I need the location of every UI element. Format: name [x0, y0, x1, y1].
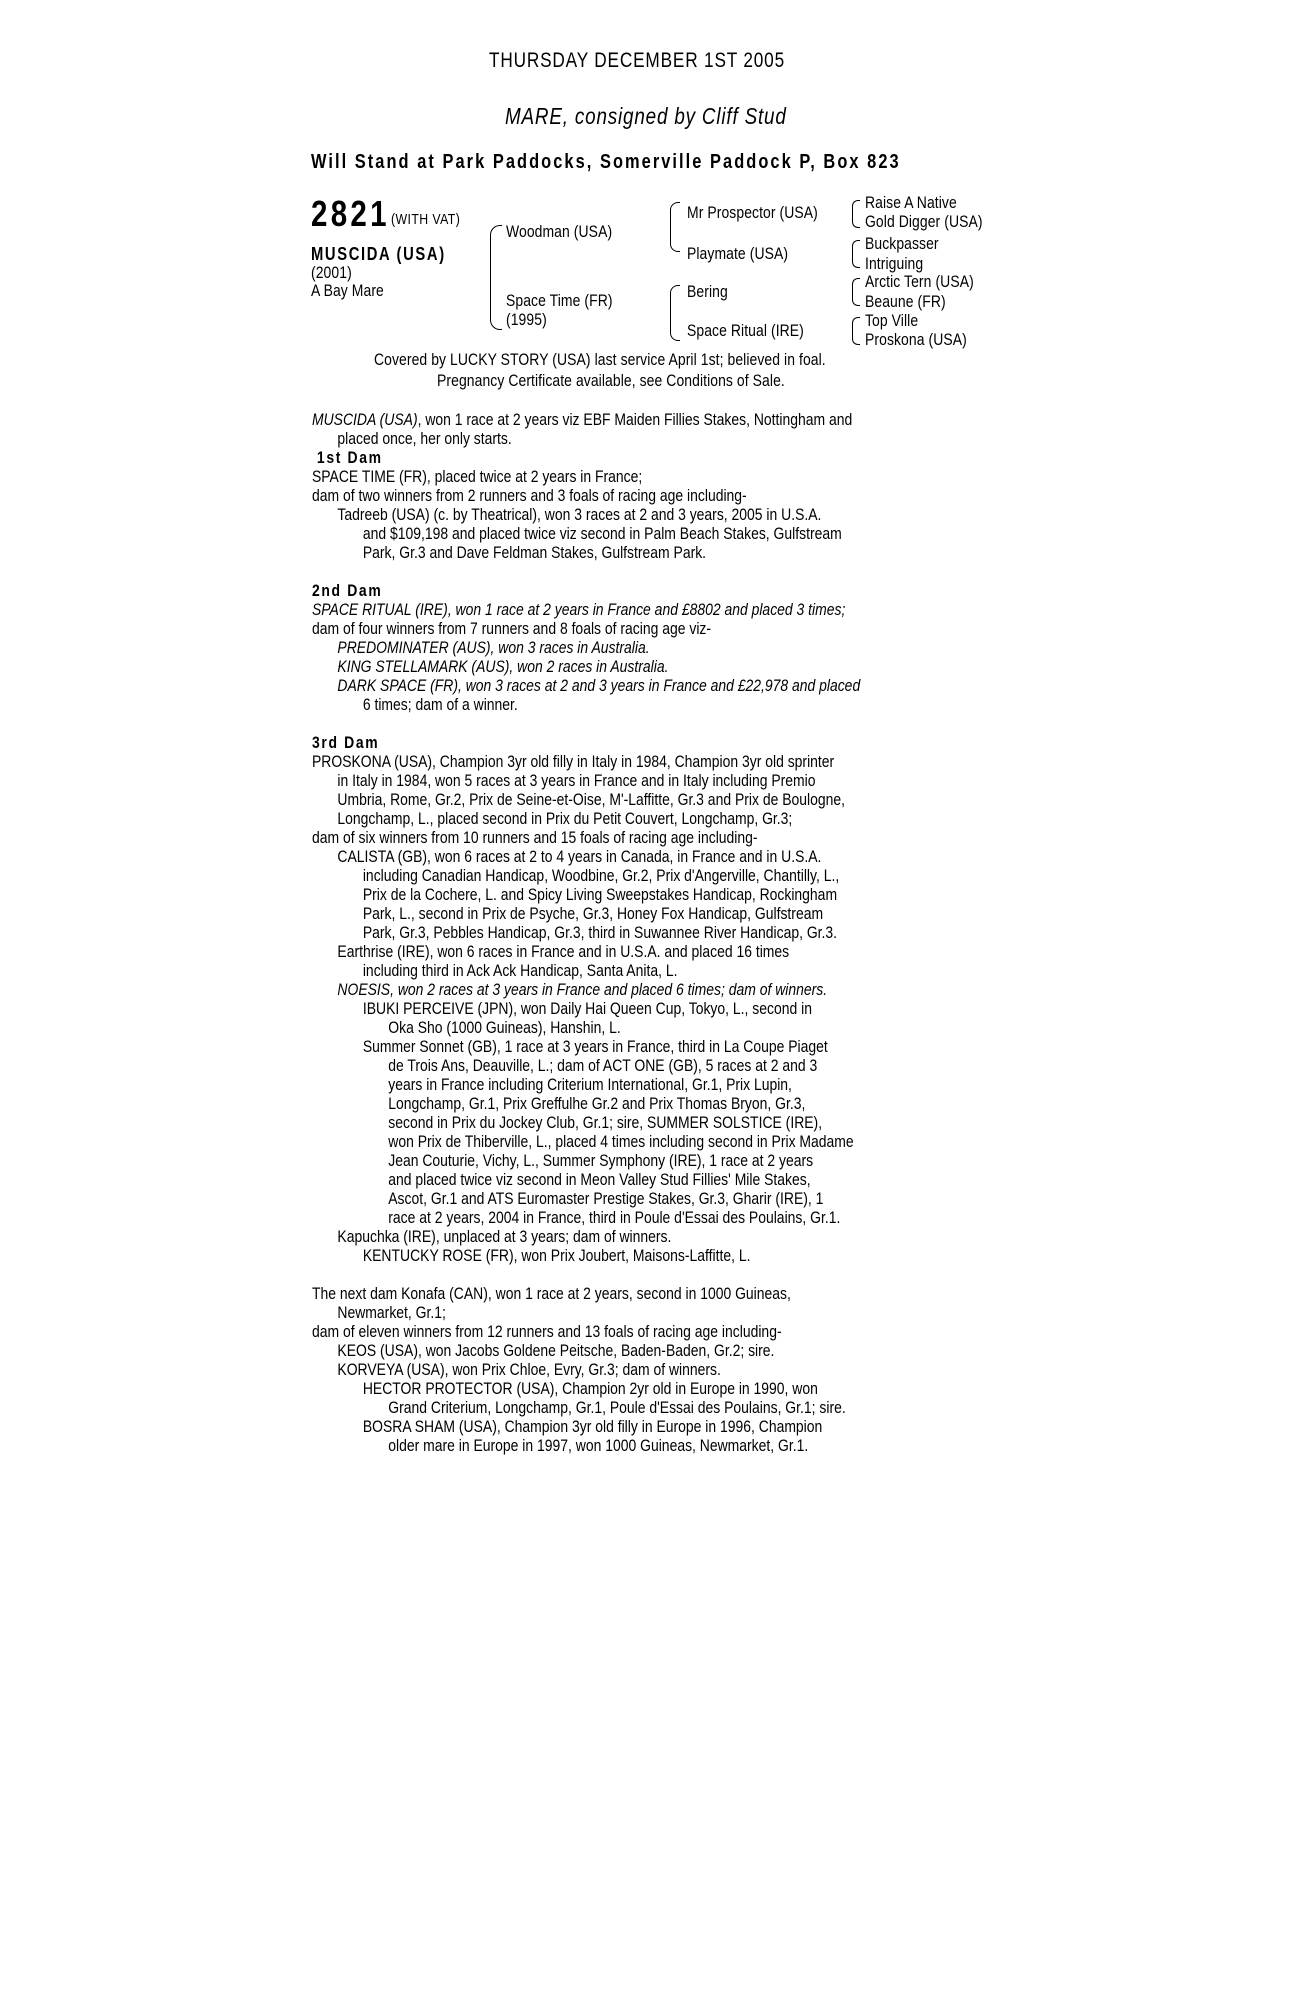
- pedigree-brace-ss: [852, 200, 860, 228]
- next-dam-line: older mare in Europe in 1997, won 1000 Guineas, Newmarket, Gr.1.: [388, 1436, 809, 1455]
- second-dam-heading: 2nd Dam: [312, 581, 383, 600]
- next-dam-line: dam of eleven winners from 12 runners and 13 foals of racing age including-: [312, 1322, 782, 1341]
- foaling-year: (2001): [311, 263, 352, 282]
- pedigree-sds: Buckpasser: [865, 234, 939, 253]
- pregnancy-note: Pregnancy Certificate available, see Conditions of Sale.: [437, 371, 785, 390]
- first-dam-heading: 1st Dam: [316, 448, 383, 467]
- pedigree-dsd: Beaune (FR): [865, 292, 946, 311]
- third-dam-line: Park, L., second in Prix de Psyche, Gr.3, Honey Fox Handicap, Gulfstream: [362, 904, 824, 923]
- pedigree-dam: Space Time (FR): [506, 291, 613, 310]
- next-dam-line: KORVEYA (USA), won Prix Chloe, Evry, Gr.3; dam of winners.: [337, 1360, 721, 1379]
- pedigree-ds: Bering: [687, 282, 728, 301]
- second-dam-line: DARK SPACE (FR), won 3 races at 2 and 3 years in France and £22,978 and placed: [337, 676, 861, 695]
- third-dam-line: second in Prix du Jockey Club, Gr.1; sire, SUMMER SOLSTICE (IRE),: [388, 1113, 823, 1132]
- next-dam-line: The next dam Konafa (CAN), won 1 race at 2 years, second in 1000 Guineas,: [312, 1284, 791, 1303]
- third-dam-line: KENTUCKY ROSE (FR), won Prix Joubert, Maisons-Laffitte, L.: [362, 1246, 751, 1265]
- horse-summary-cont: placed once, her only starts.: [337, 429, 512, 448]
- pedigree-brace-sd: [852, 240, 860, 268]
- first-dam-line: Tadreeb (USA) (c. by Theatrical), won 3 races at 2 and 3 years, 2005 in U.S.A.: [337, 505, 822, 524]
- third-dam-line: Summer Sonnet (GB), 1 race at 3 years in France, third in La Coupe Piaget: [362, 1037, 828, 1056]
- first-dam-line: SPACE TIME (FR), placed twice at 2 years in France;: [312, 467, 643, 486]
- third-dam-line: Earthrise (IRE), won 6 races in France and in U.S.A. and placed 16 times: [337, 942, 790, 961]
- third-dam-line: race at 2 years, 2004 in France, third in Poule d'Essai des Poulains, Gr.1.: [388, 1208, 841, 1227]
- third-dam-line: and placed twice viz second in Meon Valley Stud Fillies' Mile Stakes,: [388, 1170, 811, 1189]
- next-dam-line: Grand Criterium, Longchamp, Gr.1, Poule d'Essai des Poulains, Gr.1; sire.: [388, 1398, 846, 1417]
- third-dam-line: Jean Couturie, Vichy, L., Summer Symphony (IRE), 1 race at 2 years: [388, 1151, 814, 1170]
- pedigree-dam-year: (1995): [506, 310, 547, 329]
- third-dam-line: in Italy in 1984, won 5 races at 3 years in France and in Italy including Premio: [337, 771, 816, 790]
- third-dam-line: de Trois Ans, Deauville, L.; dam of ACT ONE (GB), 5 races at 2 and 3: [388, 1056, 818, 1075]
- third-dam-line: including third in Ack Ack Handicap, Santa Anita, L.: [362, 961, 678, 980]
- third-dam-line: Park, Gr.3, Pebbles Handicap, Gr.3, third in Suwannee River Handicap, Gr.3.: [362, 923, 838, 942]
- horse-description: A Bay Mare: [311, 281, 384, 300]
- pedigree-ddd: Proskona (USA): [865, 330, 967, 349]
- third-dam-line: including Canadian Handicap, Woodbine, Gr.2, Prix d'Angerville, Chantilly, L.,: [362, 866, 840, 885]
- horse-summary-text: , won 1 race at 2 years viz EBF Maiden Fillies Stakes, Nottingham and: [417, 410, 853, 429]
- pedigree-brace-sire: [670, 202, 680, 252]
- first-dam-line: Park, Gr.3 and Dave Feldman Stakes, Gulfstream Park.: [362, 543, 707, 562]
- pedigree-dd: Space Ritual (IRE): [687, 321, 804, 340]
- third-dam-heading: 3rd Dam: [312, 733, 380, 752]
- horse-summary-line: [312, 410, 1050, 429]
- vat-note: (WITH VAT): [391, 211, 461, 228]
- pedigree-dds: Top Ville: [865, 311, 919, 330]
- third-dam-line: Oka Sho (1000 Guineas), Hanshin, L.: [388, 1018, 621, 1037]
- third-dam-line: dam of six winners from 10 runners and 15 foals of racing age including-: [312, 828, 758, 847]
- third-dam-line: years in France including Criterium International, Gr.1, Prix Lupin,: [388, 1075, 792, 1094]
- third-dam-line: Ascot, Gr.1 and ATS Euromaster Prestige Stakes, Gr.3, Gharir (IRE), 1: [388, 1189, 824, 1208]
- third-dam-line: Umbria, Rome, Gr.2, Prix de Seine-et-Oise, M'-Laffitte, Gr.3 and Prix de Boulogne,: [337, 790, 845, 809]
- next-dam-line: BOSRA SHAM (USA), Champion 3yr old filly in Europe in 1996, Champion: [362, 1417, 823, 1436]
- third-dam-line: IBUKI PERCEIVE (JPN), won Daily Hai Queen Cup, Tokyo, L., second in: [362, 999, 812, 1018]
- third-dam-line: Longchamp, L., placed second in Prix du Petit Couvert, Longchamp, Gr.3;: [337, 809, 793, 828]
- stand-location: Will Stand at Park Paddocks, Somerville Paddock P, Box 823: [311, 151, 901, 173]
- third-dam-line: PROSKONA (USA), Champion 3yr old filly in Italy in 1984, Champion 3yr old sprinter: [312, 752, 835, 771]
- horse-name: MUSCIDA (USA): [311, 244, 446, 264]
- third-dam-line: CALISTA (GB), won 6 races at 2 to 4 years in Canada, in France and in U.S.A.: [337, 847, 822, 866]
- second-dam-line: PREDOMINATER (AUS), won 3 races in Australia.: [337, 638, 650, 657]
- pedigree-ss: Mr Prospector (USA): [687, 203, 818, 222]
- lot-number: 2821: [311, 193, 390, 234]
- second-dam-line: KING STELLAMARK (AUS), won 2 races in Australia.: [337, 657, 669, 676]
- catalogue-body: [312, 410, 1050, 1455]
- pedigree-brace-main: [490, 225, 502, 330]
- next-dam-line: KEOS (USA), won Jacobs Goldene Peitsche, Baden-Baden, Gr.2; sire.: [337, 1341, 775, 1360]
- second-dam-line: SPACE RITUAL (IRE), won 1 race at 2 years in France and £8802 and placed 3 times;: [312, 600, 846, 619]
- third-dam-line: won Prix de Thiberville, L., placed 4 times including second in Prix Madame: [388, 1132, 854, 1151]
- second-dam-line: dam of four winners from 7 runners and 8 foals of racing age viz-: [312, 619, 712, 638]
- consignor-line: MARE, consigned by Cliff Stud: [505, 103, 787, 129]
- pedigree-brace-dam: [670, 285, 680, 341]
- pedigree-sire: Woodman (USA): [506, 222, 613, 241]
- horse-name-italic: MUSCIDA (USA): [312, 410, 418, 429]
- sale-date: THURSDAY DECEMBER 1ST 2005: [489, 49, 785, 72]
- pedigree-sss: Raise A Native: [865, 193, 957, 212]
- second-dam-line: 6 times; dam of a winner.: [362, 695, 518, 714]
- pedigree-sd: Playmate (USA): [687, 244, 789, 263]
- third-dam-line: Longchamp, Gr.1, Prix Greffulhe Gr.2 and Prix Thomas Bryon, Gr.3,: [388, 1094, 806, 1113]
- pedigree-dss: Arctic Tern (USA): [865, 272, 974, 291]
- covered-note: Covered by LUCKY STORY (USA) last service April 1st; believed in foal.: [374, 350, 826, 369]
- third-dam-line: Kapuchka (IRE), unplaced at 3 years; dam of winners.: [337, 1227, 672, 1246]
- pedigree-brace-dd: [852, 317, 860, 345]
- third-dam-line: Prix de la Cochere, L. and Spicy Living Sweepstakes Handicap, Rockingham: [362, 885, 838, 904]
- next-dam-line: Newmarket, Gr.1;: [337, 1303, 446, 1322]
- pedigree-brace-ds: [852, 278, 860, 306]
- pedigree-ssd: Gold Digger (USA): [865, 212, 983, 231]
- third-dam-line: NOESIS, won 2 races at 3 years in France and placed 6 times; dam of winners.: [337, 980, 828, 999]
- first-dam-line: dam of two winners from 2 runners and 3 foals of racing age including-: [312, 486, 747, 505]
- first-dam-line: and $109,198 and placed twice viz second in Palm Beach Stakes, Gulfstream: [362, 524, 842, 543]
- next-dam-line: HECTOR PROTECTOR (USA), Champion 2yr old in Europe in 1990, won: [362, 1379, 818, 1398]
- pedigree-sdd: Intriguing: [865, 254, 924, 273]
